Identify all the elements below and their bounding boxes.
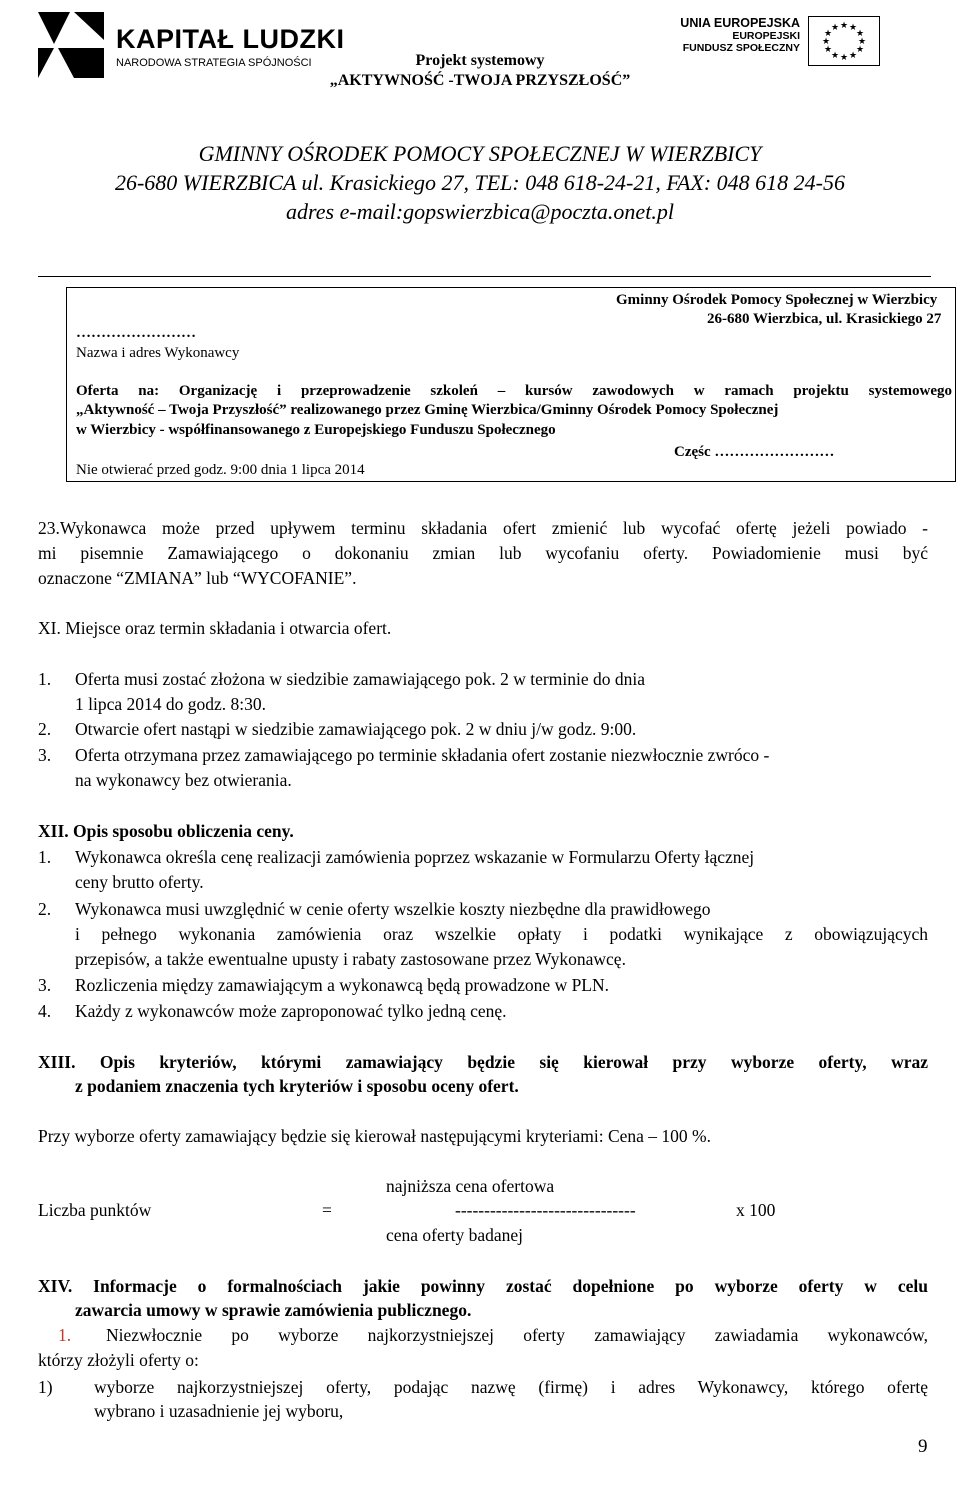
xiv-sub1-num: 1): [38, 1377, 53, 1397]
formula-equals: =: [322, 1200, 332, 1220]
section-xiv-heading-line2: zawarcia umowy w sprawie zamówienia publicznego.: [75, 1300, 472, 1320]
ue-line2: EUROPEJSKI: [732, 30, 800, 42]
svg-text:★: ★: [839, 21, 849, 31]
section-xiv-heading-line1: XIV. Informacje o formalnościach jakie powinny zostać dopełnione po wyborze oferty w celu: [38, 1276, 928, 1296]
svg-text:★: ★: [855, 45, 865, 55]
svg-text:★: ★: [848, 23, 858, 33]
xi-item3-num: 3.: [38, 745, 52, 765]
xii-item1-line2: ceny brutto oferty.: [75, 872, 204, 892]
offer-line3: w Wierzbicy - współfinansowanego z Europejskiego Funduszu Społecznego: [76, 422, 556, 438]
ue-line3: FUNDUSZ SPOŁECZNY: [682, 42, 800, 54]
xii-item2-num: 2.: [38, 899, 52, 919]
p23-line3: oznaczone “ZMIANA” lub “WYCOFANIE”.: [38, 568, 357, 588]
formula-numerator: najniższa cena ofertowa: [386, 1176, 555, 1196]
p23-line2: mi pisemnie Zamawiającego o dokonaniu zmian lub wycofaniu oferty. Powiadomienie musi być: [38, 543, 928, 563]
page-number: 9: [918, 1436, 928, 1457]
project-line1: Projekt systemowy: [415, 52, 545, 69]
svg-text:★: ★: [823, 45, 833, 55]
xi-item2-line1: Otwarcie ofert nastąpi w siedzibie zamawiającego pok. 2 w dniu j/w godz. 9:00.: [75, 719, 637, 739]
kapital-ludzki-subtitle: NARODOWA STRATEGIA SPÓJNOŚCI: [116, 57, 312, 69]
part-field: Częśc ……………………: [674, 444, 835, 460]
header-divider: [38, 276, 931, 277]
xiv-item1-num: 1.: [58, 1325, 72, 1345]
xiv-sub1-line2: wybrano i uzasadnienie jej wyboru,: [94, 1401, 344, 1421]
formula-denominator: cena oferty badanej: [386, 1225, 524, 1245]
ue-text: [678, 16, 800, 54]
svg-text:★: ★: [855, 29, 865, 39]
xii-item2-line2: i pełnego wykonania zamówienia oraz wszelkie opłaty i podatki wynikające z obowiązujących: [75, 924, 928, 944]
xiv-item1-line1: Niezwłocznie po wyborze najkorzystniejszej oferty zamawiający zawiadamia wykonawców,: [106, 1325, 928, 1345]
xi-item3-line1: Oferta otrzymana przez zamawiającego po terminie składania ofert zostanie niezwłocznie zwróco -: [75, 745, 770, 765]
xiv-sub1-line1: wyborze najkorzystniejszej oferty, podając nazwę (firmę) i adres Wykonawcy, którego ofertę: [94, 1377, 928, 1397]
office-email: adres e-mail:gopswierzbica@poczta.onet.pl: [286, 199, 674, 224]
xii-item1-line1: Wykonawca określa cenę realizacji zamówienia poprzez wskazanie w Formularzu Oferty łącznej: [75, 847, 755, 867]
xii-item4-num: 4.: [38, 1001, 52, 1021]
xi-item2-num: 2.: [38, 719, 52, 739]
formula-times: x 100: [736, 1200, 776, 1220]
do-not-open-note: Nie otwierać przed godz. 9:00 dnia 1 lipca 2014: [76, 462, 365, 478]
section-xiii-heading-line1: XIII. Opis kryteriów, którymi zamawiający będzie się kierował przy wyborze oferty, wraz: [38, 1052, 928, 1072]
contractor-label: Nazwa i adres Wykonawcy: [76, 345, 240, 361]
offer-line2: „Aktywność – Twoja Przyszłość” realizowanego przez Gminę Wierzbica/Gminny Ośrodek Pomocy Społecznej: [76, 402, 779, 418]
recipient-line1: Gminny Ośrodek Pomocy Społecznej w Wierzbicy: [616, 292, 938, 308]
svg-text:★: ★: [830, 23, 840, 33]
xii-item1-num: 1.: [38, 847, 52, 867]
xi-item1-line2: 1 lipca 2014 do godz. 8:30.: [75, 694, 267, 714]
svg-text:★: ★: [830, 51, 840, 61]
svg-text:★: ★: [823, 29, 833, 39]
formula-label: Liczba punktów: [38, 1200, 152, 1220]
xi-item1-line1: Oferta musi zostać złożona w siedzibie zamawiającego pok. 2 w terminie do dnia: [75, 669, 645, 689]
kapital-ludzki-title: KAPITAŁ LUDZKI: [116, 24, 345, 54]
section-xiii-heading-line2: z podaniem znaczenia tych kryteriów i sposobu oceny ofert.: [75, 1076, 519, 1096]
formula-bar: -------------------------------: [455, 1200, 636, 1220]
ue-line1: UNIA EUROPEJSKA: [680, 16, 800, 30]
section-xii-heading: XII. Opis sposobu obliczenia ceny.: [38, 821, 294, 841]
office-name: GMINNY OŚRODEK POMOCY SPOŁECZNEJ W WIERZBICY: [198, 141, 762, 166]
office-address: 26-680 WIERZBICA ul. Krasickiego 27, TEL: 048 618-24-21, FAX: 048 618 24-56: [114, 170, 846, 195]
svg-text:★: ★: [848, 51, 858, 61]
xii-item2-line3: przepisów, a także ewentualne upusty i rabaty zastosowane przez Wykonawcę.: [75, 949, 626, 969]
xiv-item1-line2: którzy złożyli oferty o:: [38, 1350, 199, 1370]
xi-item3-line2: na wykonawcy bez otwierania.: [75, 770, 292, 790]
criteria-text: Przy wyborze oferty zamawiający będzie się kierował następującymi kryteriami: Cena – 100 %.: [38, 1126, 712, 1146]
recipient-line2: 26-680 Wierzbica, ul. Krasickiego 27: [707, 311, 942, 327]
offer-line1: Oferta na: Organizację i przeprowadzenie szkoleń – kursów zawodowych w ramach projektu systemowego: [76, 383, 952, 399]
xi-item1-num: 1.: [38, 669, 52, 689]
section-xi-heading: XI. Miejsce oraz termin składania i otwarcia ofert.: [38, 618, 392, 638]
svg-text:★: ★: [857, 37, 867, 47]
xii-item4-line1: Każdy z wykonawców może zaproponować tylko jedną cenę.: [75, 1001, 507, 1021]
project-line2: „AKTYWNOŚĆ -TWOJA PRZYSZŁOŚĆ”: [329, 72, 631, 89]
xii-item3-line1: Rozliczenia między zamawiającym a wykonawcą będą prowadzone w PLN.: [75, 975, 610, 995]
p23-line1: 23.Wykonawca może przed upływem terminu składania ofert zmienić lub wycofać ofertę jeżeli powiado -: [38, 518, 928, 538]
contractor-dots: ……………………: [76, 325, 196, 341]
xii-item2-line1: Wykonawca musi uwzględnić w cenie oferty wszelkie koszty niezbędne dla prawidłowego: [75, 899, 711, 919]
svg-text:★: ★: [839, 53, 849, 63]
xii-item3-num: 3.: [38, 975, 52, 995]
svg-text:★: ★: [821, 37, 831, 47]
